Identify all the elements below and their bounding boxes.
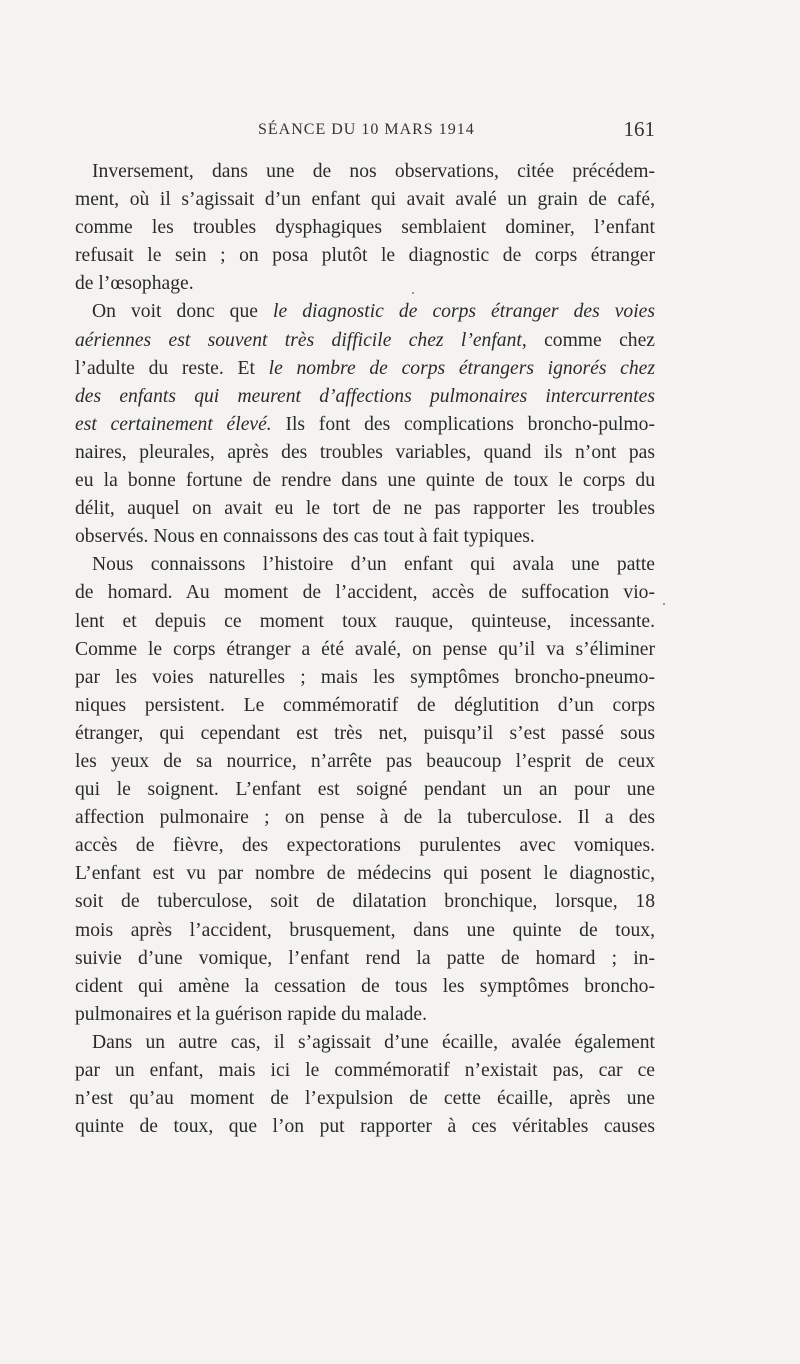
italic-segment: est certainement élevé. bbox=[75, 413, 272, 435]
text-line: mois après l’accident, brusquement, dans une quinte de toux, bbox=[75, 919, 655, 941]
print-speck bbox=[412, 292, 414, 294]
running-title: SÉANCE DU 10 MARS 1914 bbox=[258, 121, 475, 138]
text-line bbox=[75, 383, 655, 411]
text-line: Dans un autre cas, il s’agissait d’une écaille, avalée également bbox=[92, 1031, 655, 1053]
page-number: 161 bbox=[623, 117, 655, 141]
text-line: refusait le sein ; on posa plutôt le diagnostic de corps étranger bbox=[75, 245, 655, 267]
print-speck bbox=[663, 603, 665, 605]
text-segment: On voit donc que bbox=[92, 301, 258, 323]
text-line: observés. Nous en connaissons des cas tout à fait typiques. bbox=[75, 526, 535, 548]
text-line: Comme le corps étranger a été avalé, on pense qu’il va s’éliminer bbox=[75, 638, 655, 660]
text-line: Nous connaissons l’histoire d’un enfant qui avala une patte bbox=[92, 554, 655, 576]
text-line: soit de tuberculose, soit de dilatation bronchique, lorsque, 18 bbox=[75, 891, 655, 913]
text-line: eu la bonne fortune de rendre dans une quinte de toux le corps du bbox=[75, 470, 655, 492]
text-line: niques persistent. Le commémoratif de déglutition d’un corps bbox=[75, 694, 655, 716]
italic-segment: le diagnostic de corps étranger des voies bbox=[273, 301, 655, 323]
italic-segment: aériennes est souvent très difficile chez l’enfant, bbox=[75, 329, 527, 351]
body-text bbox=[75, 158, 655, 1141]
text-line: Inversement, dans une de nos observations, citée précédem- bbox=[92, 161, 655, 182]
text-line: pulmonaires et la guérison rapide du malade. bbox=[75, 1003, 428, 1025]
text-line bbox=[75, 298, 655, 326]
text-line: délit, auquel on avait eu le tort de ne pas rapporter les troubles bbox=[75, 498, 655, 520]
text-line bbox=[75, 355, 655, 383]
text-line: ment, où il s’agissait d’un enfant qui avait avalé un grain de café, bbox=[75, 189, 655, 211]
italic-segment: des enfants qui meurent d’affections pulmonaires intercurrentes bbox=[75, 385, 655, 407]
text-segment: Ils font des complications broncho-pulmo- bbox=[285, 413, 655, 435]
italic-segment: le nombre de corps étrangers ignorés chez bbox=[268, 357, 655, 379]
text-line: lent et depuis ce moment toux rauque, quinteuse, incessante. bbox=[75, 610, 655, 632]
text-line: par les voies naturelles ; mais les symptômes broncho-pneumo- bbox=[75, 666, 655, 688]
text-line: étranger, qui cependant est très net, puisqu’il s’est passé sous bbox=[75, 722, 655, 744]
text-line: cident qui amène la cessation de tous les symptômes broncho- bbox=[75, 975, 655, 997]
text-line: quinte de toux, que l’on put rapporter à ces véritables causes bbox=[75, 1116, 655, 1138]
text-segment: l’adulte du reste. Et bbox=[75, 357, 255, 379]
text-segment: comme chez bbox=[544, 329, 655, 351]
text-line: naires, pleurales, après des troubles variables, quand ils n’ont pas bbox=[75, 441, 655, 463]
text-line: de l’œsophage. bbox=[75, 273, 194, 295]
text-line bbox=[75, 411, 655, 439]
text-line: n’est qu’au moment de l’expulsion de cette écaille, après une bbox=[75, 1088, 655, 1110]
text-line: suivie d’une vomique, l’enfant rend la patte de homard ; in- bbox=[75, 947, 655, 969]
text-line: L’enfant est vu par nombre de médecins qui posent le diagnostic, bbox=[75, 863, 655, 885]
text-line: affection pulmonaire ; on pense à de la tuberculose. Il a des bbox=[75, 807, 655, 829]
text-line: de homard. Au moment de l’accident, accès de suffocation vio- bbox=[75, 582, 655, 604]
text-line: accès de fièvre, des expectorations purulentes avec vomiques. bbox=[75, 835, 655, 857]
running-head bbox=[75, 117, 655, 149]
text-line: qui le soignent. L’enfant est soigné pendant un an pour une bbox=[75, 779, 655, 801]
text-line: comme les troubles dysphagiques semblaient dominer, l’enfant bbox=[75, 217, 655, 239]
text-line bbox=[75, 327, 655, 355]
text-line: les yeux de sa nourrice, n’arrête pas beaucoup l’esprit de ceux bbox=[75, 750, 655, 772]
text-line: par un enfant, mais ici le commémoratif n’existait pas, car ce bbox=[75, 1060, 655, 1081]
